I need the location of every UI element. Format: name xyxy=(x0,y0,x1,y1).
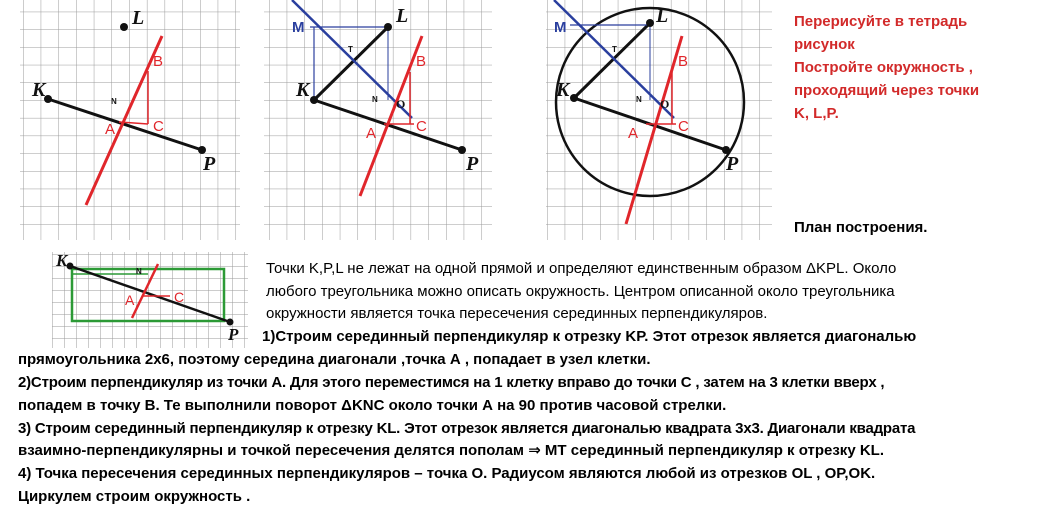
instruction-line-1: Перерисуйте в тетрадь xyxy=(794,13,968,30)
label-t: T xyxy=(348,45,353,54)
plan-title: План построения. xyxy=(794,219,928,236)
intro-line-2: любого треугольника можно описать окружность. Центром описанной около треугольника xyxy=(266,283,895,300)
figure-step-2 xyxy=(264,0,492,240)
label-b: B xyxy=(416,53,427,70)
step-4-line-1: 4) Точка пересечения серединных перпендикуляров – точка О. Радиусом являются любой из отрезков OL , OP,OK. xyxy=(18,465,876,482)
grid xyxy=(546,0,772,240)
label-o: O xyxy=(660,97,670,111)
label-n: N xyxy=(111,97,117,106)
label-n: N xyxy=(136,267,142,276)
instruction-line-2: рисунок xyxy=(794,36,855,53)
label-a: A xyxy=(105,121,116,138)
figure-rectangle xyxy=(52,252,248,348)
label-p: P xyxy=(228,325,239,344)
grid xyxy=(20,0,240,240)
figure-step-3 xyxy=(546,0,772,240)
label-p: P xyxy=(466,153,479,175)
label-a: A xyxy=(628,125,639,142)
label-n: N xyxy=(636,95,642,104)
label-k: K xyxy=(556,79,570,101)
point-l xyxy=(646,19,654,27)
point-k xyxy=(570,94,578,102)
label-o: O xyxy=(396,97,406,111)
label-k: K xyxy=(296,79,310,101)
instruction-line-4: проходящий через точки xyxy=(794,82,980,99)
label-m: M xyxy=(554,19,567,36)
label-n: N xyxy=(372,95,378,104)
point-p xyxy=(458,146,466,154)
label-c: C xyxy=(153,118,164,135)
label-l: L xyxy=(396,5,409,27)
label-k: K xyxy=(56,251,68,270)
label-m: M xyxy=(292,19,305,36)
point-l xyxy=(120,23,128,31)
point-l xyxy=(384,23,392,31)
label-p: P xyxy=(203,153,216,175)
label-l: L xyxy=(656,5,669,27)
label-c: C xyxy=(174,289,185,305)
step-2-line-1: 2)Строим перпендикуляр из точки А. Для этого переместимся на 1 клетку вправо до точки С , затем на 3 клетки вверх , xyxy=(18,374,885,391)
grid xyxy=(52,252,248,348)
label-l: L xyxy=(132,7,145,29)
label-b: B xyxy=(153,53,164,70)
step-3-line-1: 3) Строим серединный перпендикуляр к отрезку KL. Этот отрезок является диагональю квадрата 3х3. Диагонали квадрата xyxy=(18,420,916,437)
point-k xyxy=(310,96,318,104)
figure-step-1 xyxy=(20,0,240,240)
instruction-line-5: K, L,P. xyxy=(794,105,839,122)
label-b: B xyxy=(678,53,689,70)
step-3-line-2: взаимно-перпендикулярны и точкой пересечения делятся пополам ⇒ МТ серединный перпендикуляр к отрезку KL. xyxy=(18,442,884,459)
intro-line-3: окружности является точка пересечения серединных перпендикуляров. xyxy=(266,305,768,322)
label-p: P xyxy=(726,153,739,175)
label-a: A xyxy=(125,292,135,308)
label-c: C xyxy=(416,118,427,135)
step-4-line-2: Циркулем строим окружность . xyxy=(18,488,251,505)
step-1-line-2: прямоугольника 2х6, поэтому середина диагонали ,точка А , попадает в узел клетки. xyxy=(18,351,651,368)
step-2-line-2: попадем в точку В. Те выполнили поворот ΔKNC около точки А на 90 против часовой стрелки. xyxy=(18,397,727,414)
instruction-line-3: Постройте окружность , xyxy=(794,59,973,76)
point-k xyxy=(67,263,74,270)
label-c: C xyxy=(678,118,689,135)
label-k: K xyxy=(32,79,46,101)
intro-line-1: Точки K,P,L не лежат на одной прямой и определяют единственным образом ΔKPL. Около xyxy=(266,260,897,277)
label-a: A xyxy=(366,125,377,142)
step-1-line-1: 1)Строим серединный перпендикуляр к отрезку KP. Этот отрезок является диагональю xyxy=(262,328,917,345)
label-t: T xyxy=(612,45,617,54)
